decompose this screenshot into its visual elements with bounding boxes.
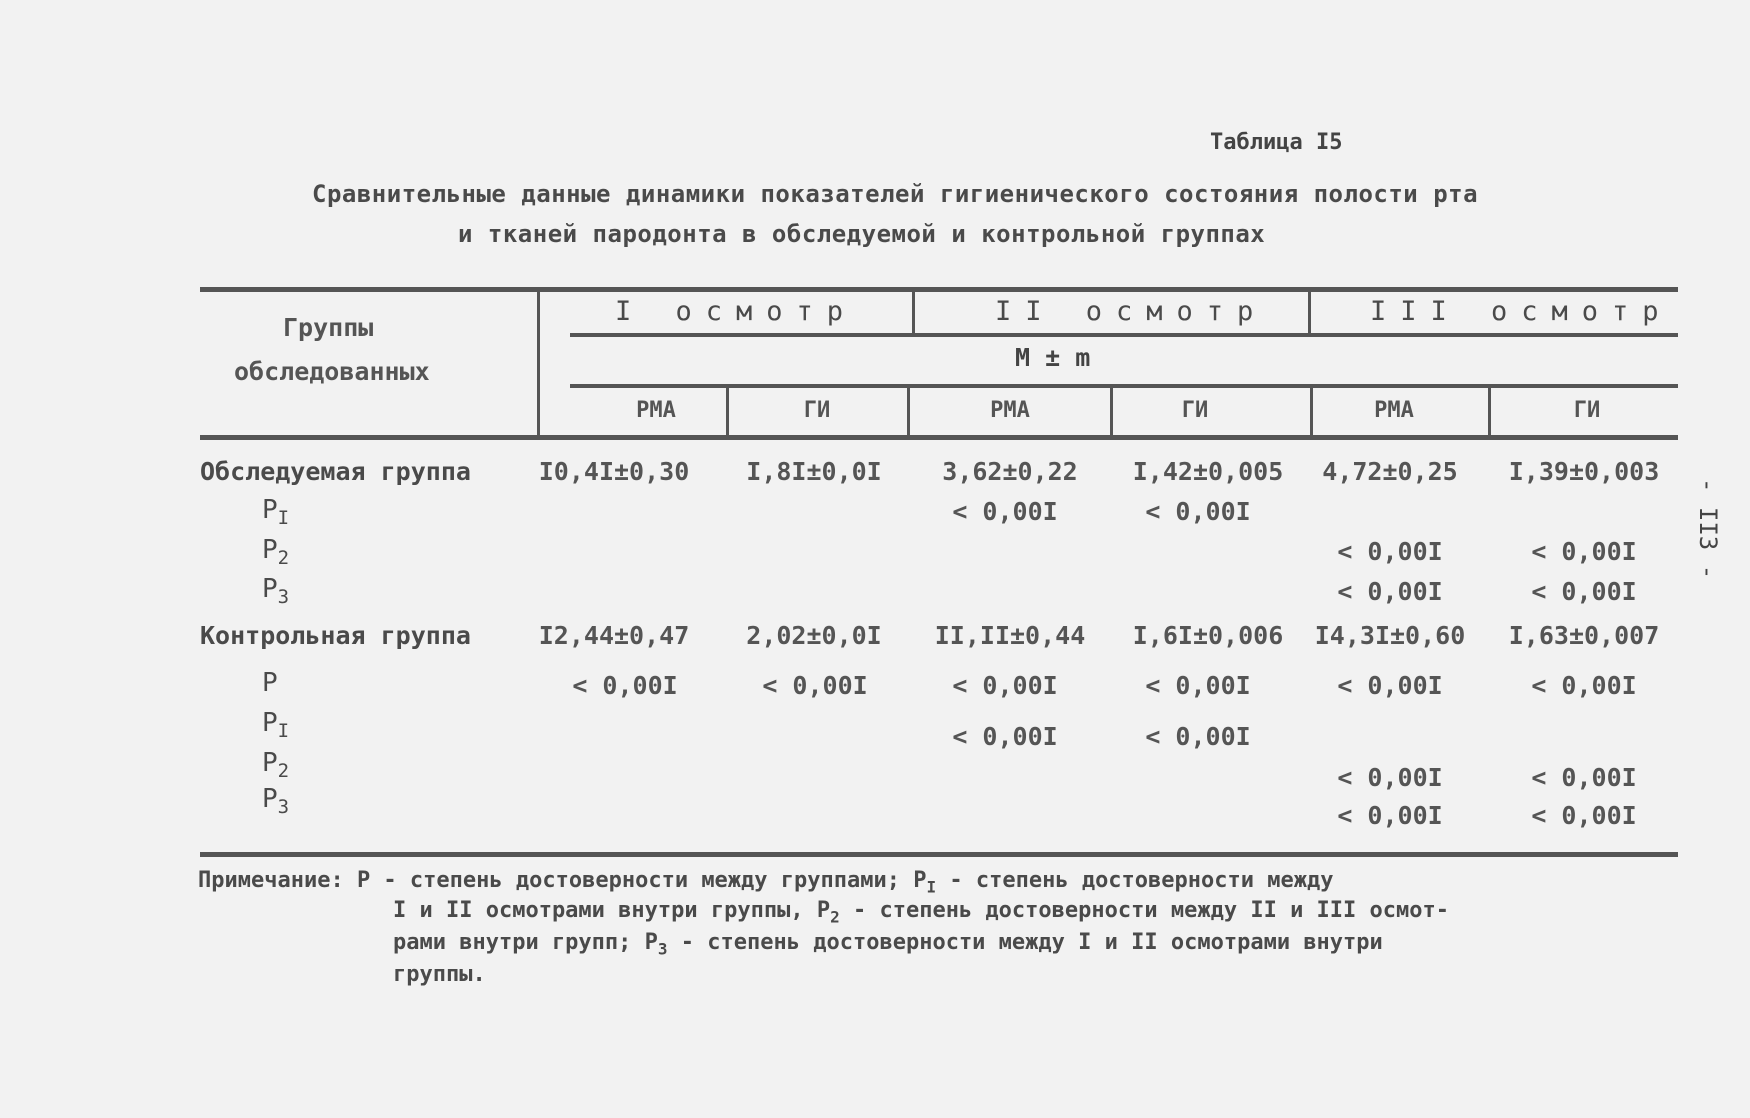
- study-gi-2: I,42±0,005: [1132, 457, 1284, 486]
- exam3-header: III осмотр: [1370, 296, 1673, 327]
- subcol-separator-4: [1310, 388, 1313, 435]
- exam1-separator: [912, 292, 915, 333]
- header-bottom-rule: [200, 435, 1678, 440]
- study-p3-gi-3: < 0,00I: [1531, 577, 1637, 606]
- control-p1-label: $P_I$: [262, 708, 290, 743]
- table-top-rule: [200, 287, 1678, 292]
- control-p2-label: $P_2$: [262, 748, 290, 783]
- study-rma-3: 4,72±0,25: [1322, 457, 1458, 486]
- control-p-rma-3: < 0,00I: [1337, 671, 1443, 700]
- subcol-rma-2: РМА: [990, 398, 1030, 423]
- note-line-2: I и II осмотрами внутри группы, $Р_2$ - степень достоверности между II и III осмот-: [393, 898, 1450, 927]
- subcol-separator-5: [1488, 388, 1491, 435]
- subcol-gi-1: ГИ: [803, 398, 831, 423]
- control-gi-1: 2,02±0,0I: [746, 621, 882, 650]
- study-rma-1: I0,4I±0,30: [538, 457, 690, 486]
- control-rma-1: I2,44±0,47: [538, 621, 690, 650]
- group-col-separator: [537, 292, 540, 435]
- control-p2-rma-3: < 0,00I: [1337, 763, 1443, 792]
- control-p1-rma-2: < 0,00I: [952, 722, 1058, 751]
- control-p1-gi-2: < 0,00I: [1145, 722, 1251, 751]
- study-p2-gi-3: < 0,00I: [1531, 537, 1637, 566]
- note-line-3: рами внутри групп; $Р_3$ - степень достоверности между I и II осмотрами внутри: [393, 930, 1383, 959]
- control-p2-gi-3: < 0,00I: [1531, 763, 1637, 792]
- control-gi-3: I,63±0,007: [1508, 621, 1660, 650]
- study-p1-gi-2: < 0,00I: [1145, 497, 1251, 526]
- table-bottom-rule: [200, 852, 1678, 857]
- table-number: Таблица I5: [1210, 130, 1343, 155]
- subcol-rma-3: РМА: [1374, 398, 1414, 423]
- study-gi-3: I,39±0,003: [1508, 457, 1660, 486]
- subcol-gi-3: ГИ: [1573, 398, 1601, 423]
- exam1-header: I осмотр: [615, 296, 858, 327]
- group-col-header-2: обследованных: [234, 357, 430, 386]
- control-p-gi-2: < 0,00I: [1145, 671, 1251, 700]
- subcol-separator-3: [1110, 388, 1113, 435]
- study-p1-label: $P_I$: [262, 495, 290, 530]
- control-gi-2: I,6I±0,006: [1132, 621, 1284, 650]
- study-p1-rma-2: < 0,00I: [952, 497, 1058, 526]
- control-p-gi-3: < 0,00I: [1531, 671, 1637, 700]
- table-title-line-2: и тканей пародонта в обследуемой и контрольной группах: [458, 220, 1266, 248]
- study-p2-rma-3: < 0,00I: [1337, 537, 1443, 566]
- control-p3-rma-3: < 0,00I: [1337, 801, 1443, 830]
- stat-header-rule: [570, 384, 1678, 388]
- study-rma-2: 3,62±0,22: [942, 457, 1078, 486]
- control-rma-2: II,II±0,44: [934, 621, 1086, 650]
- group-col-header-1: Группы: [283, 313, 374, 342]
- control-p-gi-1: < 0,00I: [762, 671, 868, 700]
- study-group-label: Обследуемая группа: [200, 457, 471, 486]
- note-line-1: Примечание: Р - степень достоверности между группами; $Р_I$ - степень достоверности между: [198, 868, 1334, 897]
- subcol-rma-1: РМА: [636, 398, 676, 423]
- control-group-label: Контрольная группа: [200, 621, 471, 650]
- subcol-separator-1: [726, 388, 729, 435]
- control-rma-3: I4,3I±0,60: [1314, 621, 1466, 650]
- control-p3-gi-3: < 0,00I: [1531, 801, 1637, 830]
- study-p2-label: $P_2$: [262, 535, 290, 570]
- study-p3-label: $P_3$: [262, 574, 290, 609]
- control-p3-label: $P_3$: [262, 784, 290, 819]
- exam-header-rule: [570, 333, 1678, 337]
- mean-error-header: М ± m: [1015, 343, 1091, 372]
- exam2-separator: [1308, 292, 1311, 333]
- exam2-header: II осмотр: [995, 296, 1268, 327]
- subcol-separator-2: [907, 388, 910, 435]
- page-number: - II3 -: [1694, 478, 1722, 580]
- study-p3-rma-3: < 0,00I: [1337, 577, 1443, 606]
- table-title-line-1: Сравнительные данные динамики показателей гигиенического состояния полости рта: [312, 180, 1479, 208]
- control-p-label: P: [262, 668, 278, 698]
- control-p-rma-1: < 0,00I: [572, 671, 678, 700]
- note-line-4: группы.: [393, 962, 486, 987]
- subcol-gi-2: ГИ: [1181, 398, 1209, 423]
- study-gi-1: I,8I±0,0I: [746, 457, 882, 486]
- control-p-rma-2: < 0,00I: [952, 671, 1058, 700]
